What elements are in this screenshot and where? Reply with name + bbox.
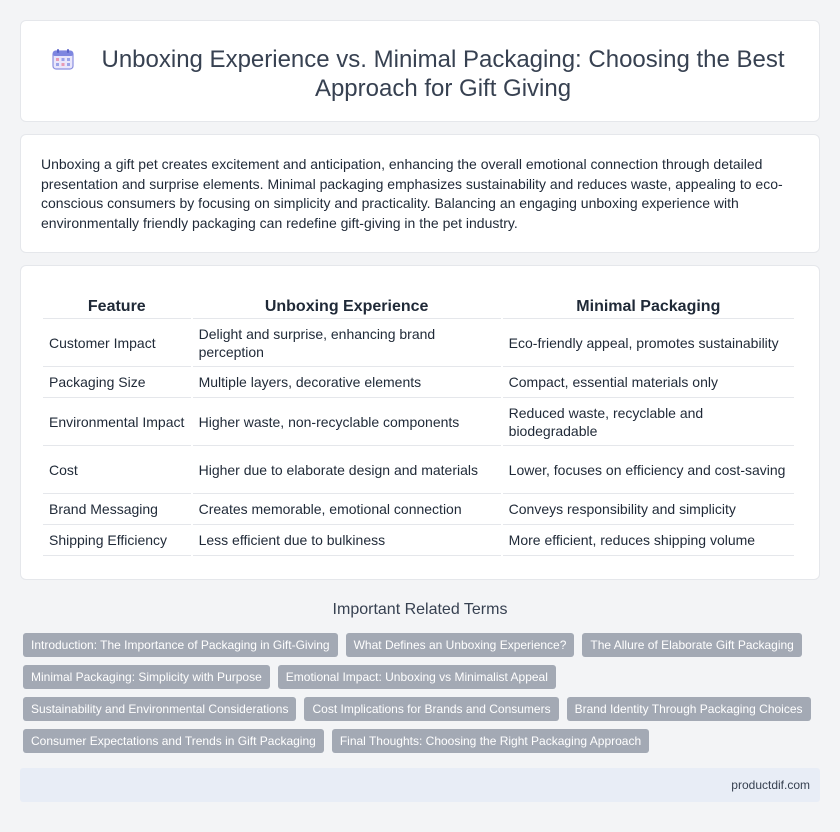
title-row: [21, 21, 819, 103]
comparison-table: [41, 295, 796, 556]
related-tag[interactable]: Consumer Expectations and Trends in Gift Packaging: [23, 729, 324, 753]
related-terms-title: Important Related Terms: [332, 601, 508, 618]
table-cell: Conveys responsibility and simplicity: [503, 494, 794, 525]
intro-paragraph: Unboxing a gift pet creates excitement and anticipation, enhancing the overall emotional connection through detailed presentation and surprise elements. Minimal packaging emphasizes sustainability and reduces waste, appealing to eco-conscious consumers by focusing on simplicity and practicality. Balancing an engaging unboxing experience with environmentally friendly packaging can redefine gift-giving in the pet industry.: [41, 156, 783, 231]
table-row: [43, 446, 794, 494]
header-card: [20, 20, 820, 122]
table-row: [43, 398, 794, 446]
table-row: [43, 525, 794, 556]
header-minimal: Minimal Packaging: [503, 295, 794, 319]
header-feature: Feature: [43, 295, 191, 319]
tag-row: [23, 697, 823, 729]
intro-card: [20, 134, 820, 253]
comparison-table-card: [20, 265, 820, 580]
table-cell: Environmental Impact: [43, 398, 191, 446]
tag-row: [23, 729, 823, 761]
table-cell: Multiple layers, decorative elements: [193, 367, 501, 398]
footer-bar: [20, 768, 820, 802]
table-cell: Creates memorable, emotional connection: [193, 494, 501, 525]
table-cell: Higher waste, non-recyclable components: [193, 398, 501, 446]
footer-site-link[interactable]: productdif.com: [731, 778, 810, 792]
calendar-icon: [52, 48, 74, 70]
table-cell: Less efficient due to bulkiness: [193, 525, 501, 556]
tag-row: [23, 665, 823, 697]
related-tag[interactable]: Minimal Packaging: Simplicity with Purpose: [23, 665, 270, 689]
table-cell: Customer Impact: [43, 319, 191, 367]
related-tag[interactable]: Sustainability and Environmental Considerations: [23, 697, 296, 721]
header-unboxing: Unboxing Experience: [193, 295, 501, 319]
tag-row: [23, 633, 823, 665]
related-tag[interactable]: Brand Identity Through Packaging Choices: [567, 697, 811, 721]
table-row: [43, 367, 794, 398]
table-cell: More efficient, reduces shipping volume: [503, 525, 794, 556]
table-row: [43, 494, 794, 525]
table-cell: Reduced waste, recyclable and biodegradable: [503, 398, 794, 446]
table-cell: Packaging Size: [43, 367, 191, 398]
related-tag[interactable]: Introduction: The Importance of Packaging in Gift-Giving: [23, 633, 338, 657]
related-tag[interactable]: What Defines an Unboxing Experience?: [346, 633, 575, 657]
table-cell: Brand Messaging: [43, 494, 191, 525]
related-tag[interactable]: Final Thoughts: Choosing the Right Packaging Approach: [332, 729, 649, 753]
table-header-row: [43, 295, 794, 319]
table-cell: Delight and surprise, enhancing brand perception: [193, 319, 501, 367]
table-cell: Compact, essential materials only: [503, 367, 794, 398]
page-title: Unboxing Experience vs. Minimal Packaging: Choosing the Best Approach for Gift Giving: [101, 46, 785, 102]
related-tag[interactable]: Cost Implications for Brands and Consumers: [304, 697, 558, 721]
table-cell: Lower, focuses on efficiency and cost-saving: [503, 446, 794, 494]
table-cell: Cost: [43, 446, 191, 494]
table-cell: Higher due to elaborate design and materials: [193, 446, 501, 494]
table-row: [43, 319, 794, 367]
related-tag[interactable]: The Allure of Elaborate Gift Packaging: [582, 633, 801, 657]
table-cell: Eco-friendly appeal, promotes sustainability: [503, 319, 794, 367]
related-terms-tags: [23, 633, 823, 761]
related-tag[interactable]: Emotional Impact: Unboxing vs Minimalist Appeal: [278, 665, 556, 689]
table-cell: Shipping Efficiency: [43, 525, 191, 556]
